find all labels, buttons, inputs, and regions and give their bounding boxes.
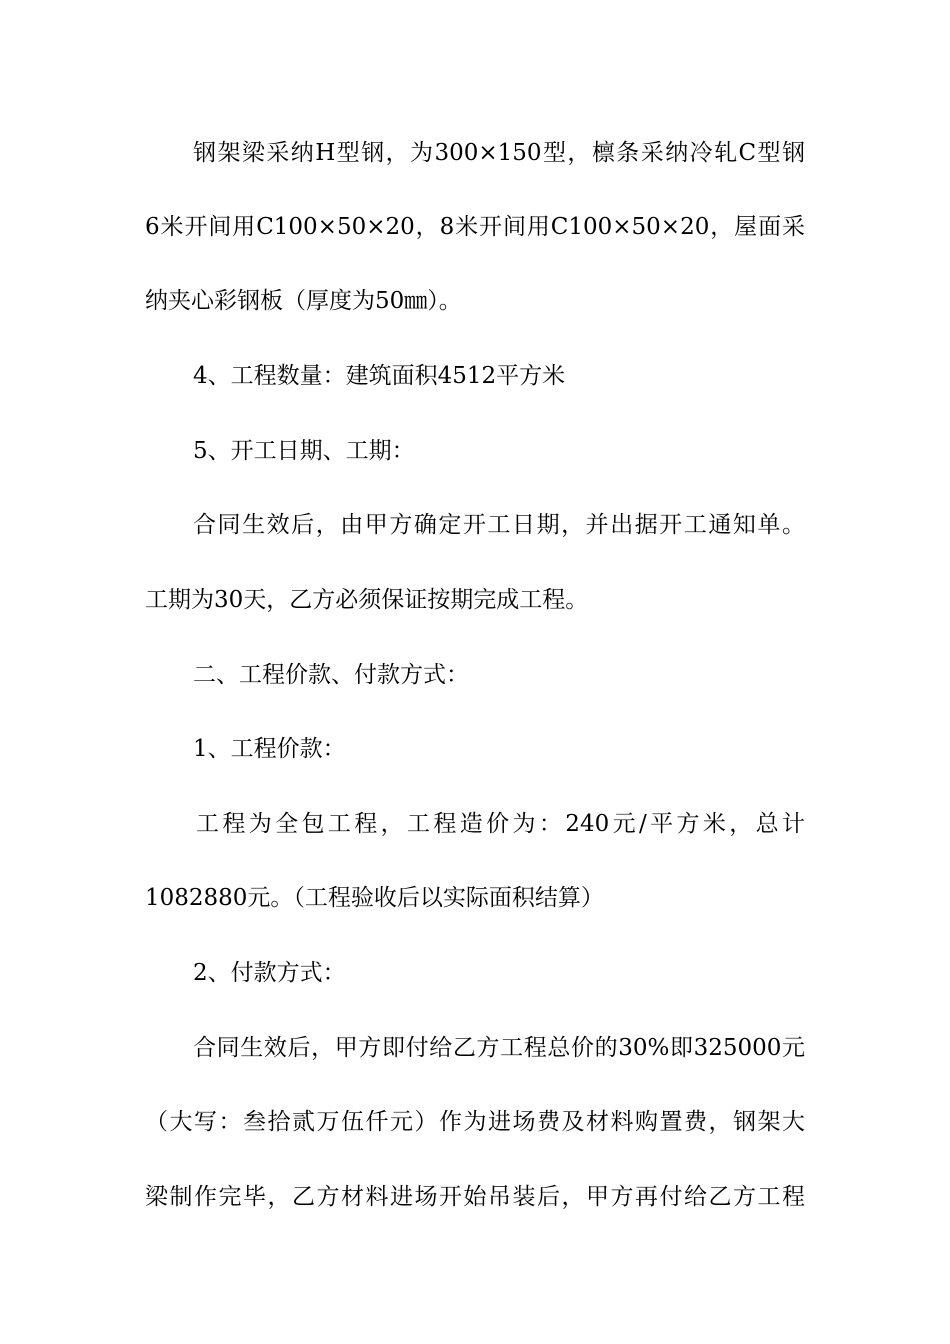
text-line-5: 5、开工日期、工期： [193,438,415,464]
text-line-10: 工程为全包工程，工程造价为：240元/平方米，总计 [196,811,805,837]
text-line-1: 钢架梁采纳H型钢，为300×150型，檩条采纳冷轧C型钢 [193,140,805,166]
text-line-12: 2、付款方式： [193,960,346,986]
text-line-9: 1、工程价款： [193,736,346,762]
text-line-13: 合同生效后，甲方即付给乙方工程总价的30%即325000元 [193,1035,805,1061]
text-line-4: 4、工程数量：建筑面积4512平方米 [193,363,566,389]
text-line-14: （大写：叁拾贰万伍仟元）作为进场费及材料购置费，钢架大 [145,1109,805,1135]
text-line-7: 工期为30天，乙方必须保证按期完成工程。 [145,587,589,613]
text-line-8: 二、工程价款、付款方式： [193,662,469,688]
text-line-11: 1082880元。（工程验收后以实际面积结算） [145,885,604,911]
text-line-15: 梁制作完毕，乙方材料进场开始吊装后，甲方再付给乙方工程 [145,1184,805,1210]
text-line-2: 6米开间用C100×50×20，8米开间用C100×50×20，屋面采 [145,214,805,240]
text-line-6: 合同生效后，由甲方确定开工日期，并出据开工通知单。 [193,512,805,538]
text-line-3: 纳夹心彩钢板（厚度为50㎜）。 [145,288,462,314]
